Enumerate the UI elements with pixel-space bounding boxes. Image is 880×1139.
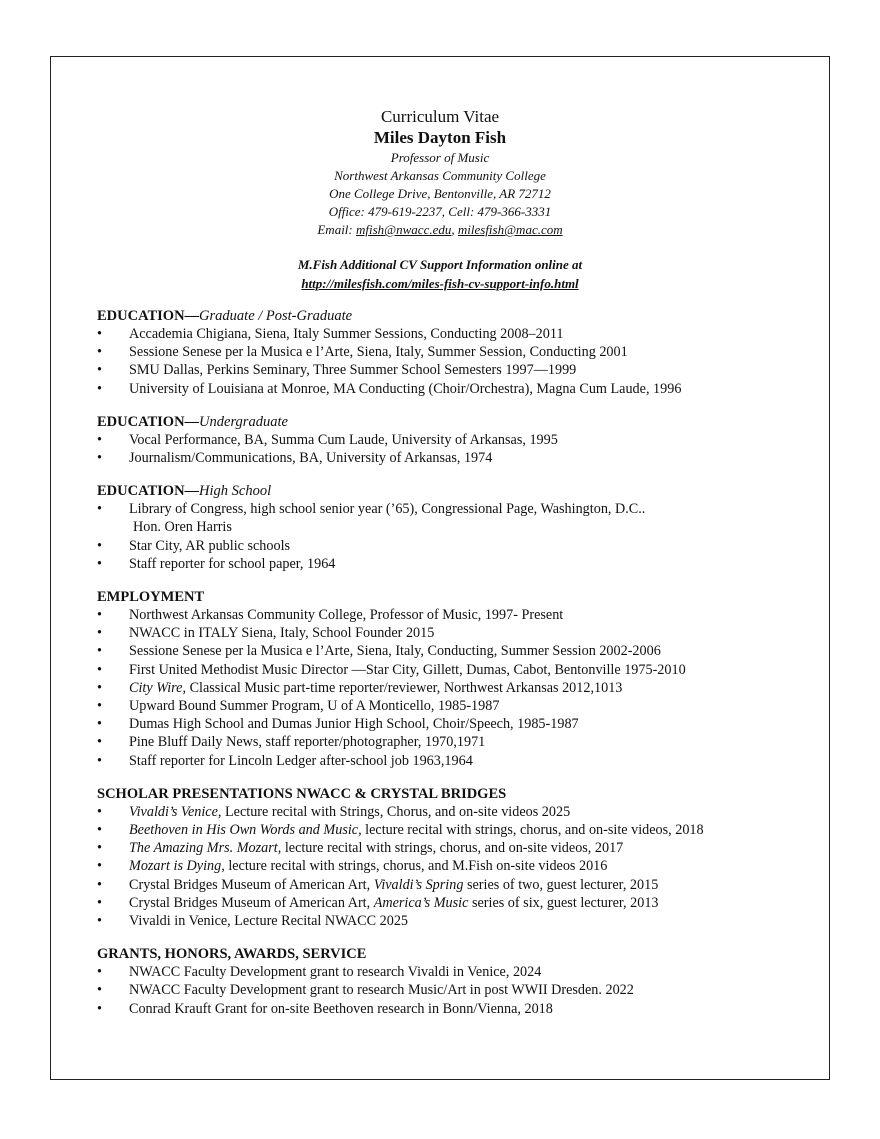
section-scholar-presentations <box>97 785 819 930</box>
section-education-undergraduate <box>97 413 819 467</box>
list-item <box>97 857 819 875</box>
item-text: , Lecture recital with Strings, Chorus, and on-site videos 2025 <box>217 803 571 820</box>
list-item: • Conrad Krauft Grant for on-site Beethoven research in Bonn/Vienna, 2018 <box>97 1000 819 1018</box>
list-item: • Staff reporter for Lincoln Ledger after-school job 1963,1964 <box>97 752 819 770</box>
list-item: • Northwest Arkansas Community College, Professor of Music, 1997- Present <box>97 606 819 624</box>
heading-subtitle: Graduate / Post-Graduate <box>199 308 353 324</box>
list-item: • University of Louisiana at Monroe, MA Conducting (Choir/Orchestra), Magna Cum Laude, 1996 <box>97 380 819 398</box>
list-item <box>97 803 819 821</box>
list-item: • Sessione Senese per la Musica e l’Arte, Siena, Italy, Summer Session, Conducting 2001 <box>97 343 819 361</box>
heading-subtitle: High School <box>199 483 272 500</box>
section-grants-honors <box>97 945 819 1018</box>
item-italic-text: The Amazing Mrs. Mozart <box>129 840 278 857</box>
section-heading: SCHOLAR PRESENTATIONS NWACC & CRYSTAL BRIDGES <box>97 785 507 802</box>
list-item: • First United Methodist Music Director —Star City, Gillett, Dumas, Cabot, Bentonville 1975-2010 <box>97 661 819 679</box>
online-note-text: M.Fish Additional CV Support Information online at <box>297 257 583 272</box>
item-italic-text: Vivaldi’s Spring <box>373 876 464 893</box>
email-separator: , <box>451 222 458 237</box>
email-line <box>51 221 829 239</box>
job-title: Professor of Music <box>390 150 490 165</box>
online-support-note <box>51 255 829 293</box>
list-item: • Vivaldi in Venice, Lecture Recital NWACC 2025 <box>97 912 819 930</box>
list-item: • NWACC Faculty Development grant to research Vivaldi in Venice, 2024 <box>97 963 819 981</box>
item-text: Crystal Bridges Museum of American Art, <box>129 894 374 911</box>
email-link-personal[interactable]: milesfish@mac.com <box>457 222 563 237</box>
list-item <box>97 679 819 697</box>
item-text: Library of Congress, high school senior year (’65), Congressional Page, Washington, D.C.. <box>129 501 646 518</box>
item-italic-text: City Wire, <box>129 679 187 696</box>
item-continuation: Hon. Oren Harris <box>133 519 232 536</box>
list-item <box>97 876 819 894</box>
list-item <box>97 839 819 857</box>
list-item: • Accademia Chigiana, Siena, Italy Summer Sessions, Conducting 2008–2011 <box>97 325 819 343</box>
list-item <box>97 821 819 839</box>
section-employment <box>97 588 819 770</box>
item-italic-text: Beethoven in His Own Words and Music, <box>129 822 362 839</box>
cv-header <box>51 107 829 293</box>
heading-text: EDUCATION— <box>97 308 200 324</box>
email-label: Email: <box>317 222 356 237</box>
cv-sections <box>97 307 819 1033</box>
section-heading <box>97 307 819 325</box>
item-italic-text: Mozart is Dying <box>129 858 222 875</box>
list-item: • NWACC Faculty Development grant to research Music/Art in post WWII Dresden. 2022 <box>97 981 819 999</box>
item-text: series of six, guest lecturer, 2013 <box>468 894 659 911</box>
document-title: Curriculum Vitae <box>380 107 500 126</box>
list-item: • Vocal Performance, BA, Summa Cum Laude, University of Arkansas, 1995 <box>97 431 819 449</box>
heading-subtitle: Undergraduate <box>199 413 288 430</box>
section-heading <box>97 482 819 500</box>
list-item: • Journalism/Communications, BA, University of Arkansas, 1974 <box>97 449 819 467</box>
list-item: • Upward Bound Summer Program, U of A Monticello, 1985-1987 <box>97 697 819 715</box>
section-heading: GRANTS, HONORS, AWARDS, SERVICE <box>97 946 367 963</box>
section-education-high-school <box>97 482 819 573</box>
phone-numbers: Office: 479-619-2237, Cell: 479-366-3331 <box>328 204 552 219</box>
item-italic-text: Vivaldi’s Venice <box>129 803 218 820</box>
list-item <box>97 500 819 536</box>
item-text: series of two, guest lecturer, 2015 <box>463 876 659 893</box>
list-item <box>97 894 819 912</box>
section-heading <box>97 413 819 431</box>
person-name: Miles Dayton Fish <box>373 128 507 147</box>
heading-text: EDUCATION— <box>97 413 200 430</box>
heading-text: EDUCATION— <box>97 483 200 500</box>
list-item: • NWACC in ITALY Siena, Italy, School Founder 2015 <box>97 624 819 642</box>
cv-page-border <box>50 56 830 1080</box>
item-text: lecture recital with strings, chorus, and on-site videos, 2018 <box>361 822 704 839</box>
item-text: , lecture recital with strings, chorus, and on-site videos, 2017 <box>277 840 624 857</box>
item-text: , lecture recital with strings, chorus, and M.Fish on-site videos 2016 <box>221 858 608 875</box>
list-item: • Pine Bluff Daily News, staff reporter/photographer, 1970,1971 <box>97 733 819 751</box>
list-item: • SMU Dallas, Perkins Seminary, Three Summer School Semesters 1997—1999 <box>97 361 819 379</box>
section-heading: EMPLOYMENT <box>97 589 205 606</box>
online-support-link[interactable]: http://milesfish.com/miles-fish-cv-support-info.html <box>301 276 579 291</box>
address: One College Drive, Bentonville, AR 72712 <box>329 186 551 201</box>
list-item: • Staff reporter for school paper, 1964 <box>97 555 819 573</box>
institution: Northwest Arkansas Community College <box>334 168 546 183</box>
list-item: • Dumas High School and Dumas Junior High School, Choir/Speech, 1985-1987 <box>97 715 819 733</box>
item-text: Classical Music part-time reporter/reviewer, Northwest Arkansas 2012,1013 <box>186 679 623 696</box>
list-item: • Sessione Senese per la Musica e l’Arte, Siena, Italy, Conducting, Summer Session 2002-2006 <box>97 642 819 660</box>
list-item: • Star City, AR public schools <box>97 537 819 555</box>
item-text: Crystal Bridges Museum of American Art, <box>129 876 374 893</box>
email-link-work[interactable]: mfish@nwacc.edu <box>356 222 452 237</box>
item-italic-text: America’s Music <box>373 894 469 911</box>
section-education-graduate <box>97 307 819 398</box>
